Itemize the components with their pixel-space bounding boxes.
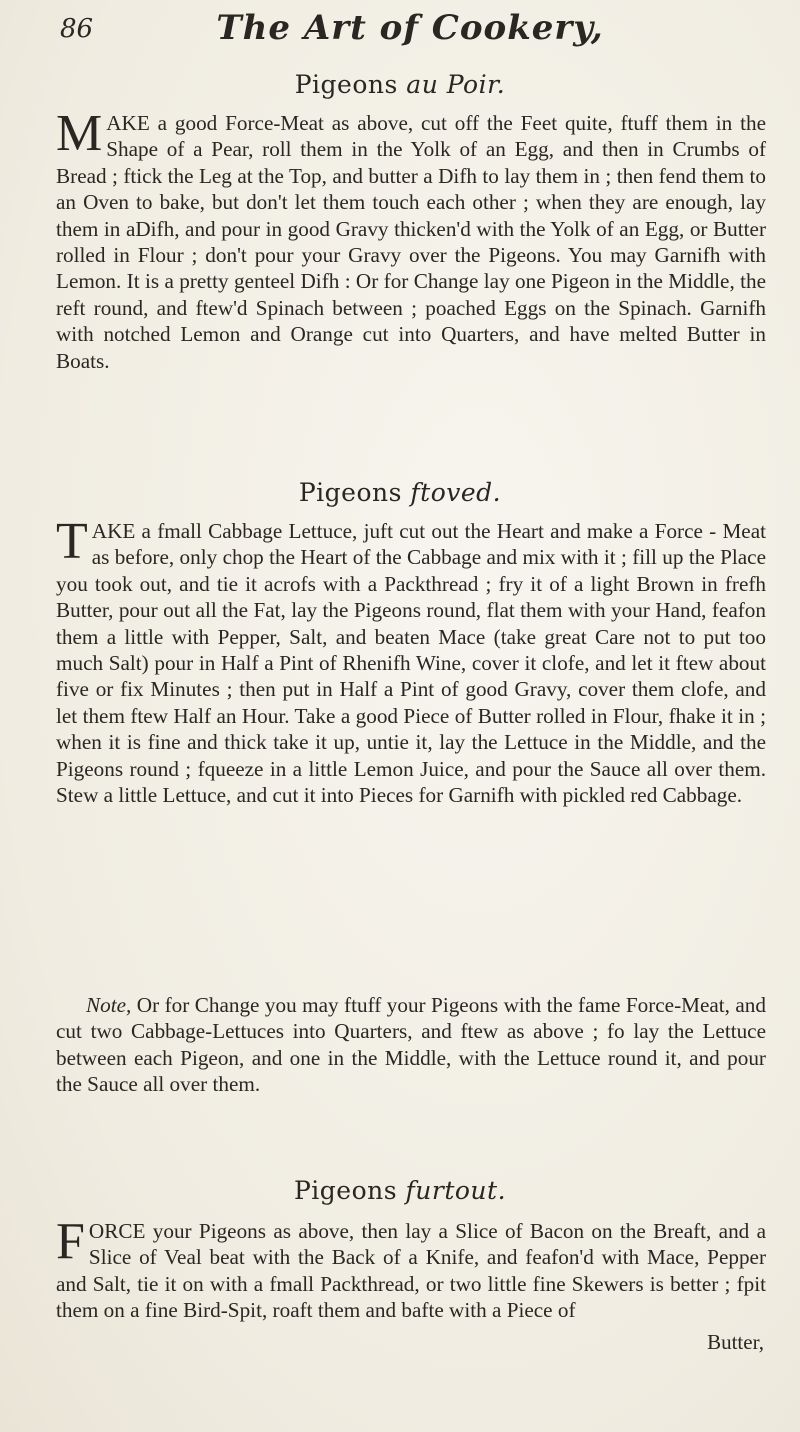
note-label: Note,: [86, 993, 132, 1017]
recipe-body: ORCE your Pigeons as above, then lay a Slice of Bacon on the Breaft, and a Slice of Veal beat with the Back of a Knife, and feafon'd with Mace, Pepper and Salt, tie it on with a fmall Packthread, or two little fine Skewers is better ; fpit them on a fine Bird-Spit, roaft them and bafte with a Piece of: [56, 1219, 766, 1323]
section-title-au-poir: [0, 70, 800, 99]
dropcap: M: [56, 105, 103, 162]
section-title-italic: furtout.: [405, 1176, 507, 1205]
recipe-paragraph-furtout: [56, 1213, 766, 1324]
page-header: [60, 8, 760, 58]
section-title-furtout: [0, 1176, 800, 1205]
section-title-italic: au Poir.: [406, 70, 506, 99]
recipe-paragraph-stoved: [56, 513, 766, 808]
recipe-body: AKE a fmall Cabbage Lettuce, juft cut out the Heart and make a Force - Meat as before, only chop the Heart of the Cabbage and mix with it ; fill up the Place you took out, and tie it acrofs with a Packthread ; fry it of a light Brown in frefh Butter, pour out all the Fat, lay the Pigeons round, flat them with your Hand, feafon them a little with Pepper, Salt, and beaten Mace (take great Care not to put too much Salt) pour in Half a Pint of Rhenifh Wine, cover it clofe, and let it ftew about five or fix Minutes ; then put in Half a Pint of good Gravy, cover them clofe, and let them ftew Half an Hour. Take a good Piece of Butter rolled in Flour, fhake it in ; when it is fine and thick take it up, untie it, lay the Lettuce in the Middle, and the Pigeons round ; fqueeze in a little Lemon Juice, and pour the Sauce all over them. Stew a little Lettuce, and cut it into Pieces for Garnifh with pickled red Cabbage.: [56, 519, 766, 808]
dropcap: T: [56, 513, 88, 570]
recipe-body: AKE a good Force-Meat as above, cut off the Feet quite, ftuff them in the Shape of a Pear, roll them in the Yolk of an Egg, and then in Crumbs of Bread ; ftick the Leg at the Top, and butter a Difh to lay them in ; then fend them to an Oven to bake, but don't let them touch each other ; when they are enough, lay them in aDifh, and pour in good Gravy thicken'd with the Yolk of an Egg, or Butter rolled in Flour ; don't pour your Gravy over the Pigeons. You may Garnifh with Lemon. It is a pretty genteel Difh : Or for Change lay one Pigeon in the Middle, the reft round, and ftew'd Spinach between ; poached Eggs on the Spinach. Garnifh with notched Lemon and Orange cut into Quarters, and have melted Butter in Boats.: [56, 111, 766, 373]
section-title-plain: Pigeons: [294, 70, 398, 99]
recipe-note-stoved: [56, 992, 766, 1098]
recipe-paragraph-au-poir: [56, 105, 766, 374]
page-number: 86: [60, 14, 94, 44]
note-body: Or for Change you may ftuff your Pigeons with the fame Force-Meat, and cut two Cabbage-Lettuces into Quarters, and ftew as above ; fo lay the Lettuce between each Pigeon, and one in the Middle, with the Lettuce round it, and pour the Sauce all over them.: [56, 993, 766, 1097]
section-title-italic: ftoved.: [410, 478, 502, 507]
catchword: Butter,: [707, 1330, 764, 1354]
section-title-stoved: [0, 478, 800, 507]
section-title-plain: Pigeons: [298, 478, 402, 507]
dropcap: F: [56, 1213, 85, 1270]
running-title: The Art of Cookery,: [216, 8, 604, 48]
section-title-plain: Pigeons: [293, 1176, 398, 1205]
